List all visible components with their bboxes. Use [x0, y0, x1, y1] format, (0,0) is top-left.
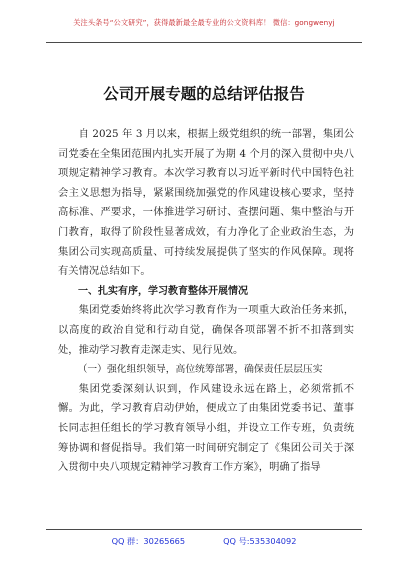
section-paragraph: 集团党委始终将此次学习教育作为一项重大政治任务来抓，以高度的政治自觉和行动自觉，确保各项部署不折不扣落到实处，推动学习教育走深走实、见行见效。 [58, 304, 354, 356]
document-title: 公司开展专题的总结评估报告 [103, 85, 305, 103]
footer-divider [46, 529, 362, 530]
subsection-paragraph: 集团党委深刻认识到，作风建设永远在路上，必须常抓不懈。为此，学习教育启动伊始，便成立了由集团党委书记、董事长同志担任组长的学习教育领导小组，并设立工作专班，负责统筹协调和督促指导。我们第一时间研究制定了《集团公司关于深入贯彻中央八项规定精神学习教育工作方案》，明确了指导 [58, 382, 354, 474]
footer-contact [46, 536, 362, 547]
header-divider [46, 42, 362, 43]
subsection-heading-1: （一）强化组织领导，高位统筹部署，确保责任层层压实 [77, 364, 323, 376]
document-body [58, 125, 354, 478]
section-heading-1: 一、扎实有序，学习教育整体开展情况 [78, 285, 248, 297]
intro-paragraph: 自 2025 年 3 月以来，根据上级党组织的统一部署，集团公司党委在全集团范围内扎实开展了为期 4 个月的深入贯彻中央八项规定精神学习教育。本次学习教育以习近平新时代中国特色社会主义思想为指导，紧紧围绕加强党的作风建设核心要求，坚持高标准、严要求，一体推进学习研讨、查摆问题、集中整治与开门教育，取得了阶段性显著成效，有力净化了企业政治生态，为集团公司实现高质量、可持续发展提供了坚实的作风保障。现将有关情况总结如下。 [58, 128, 354, 278]
qq-number: QQ 号:535304092 [223, 536, 297, 546]
header-banner: 关注头条号“公文研究”，获得最新最全最专业的公文资料库！ 微信：gongwenyj [73, 18, 335, 27]
qq-group: QQ 群：30265665 [111, 536, 186, 546]
